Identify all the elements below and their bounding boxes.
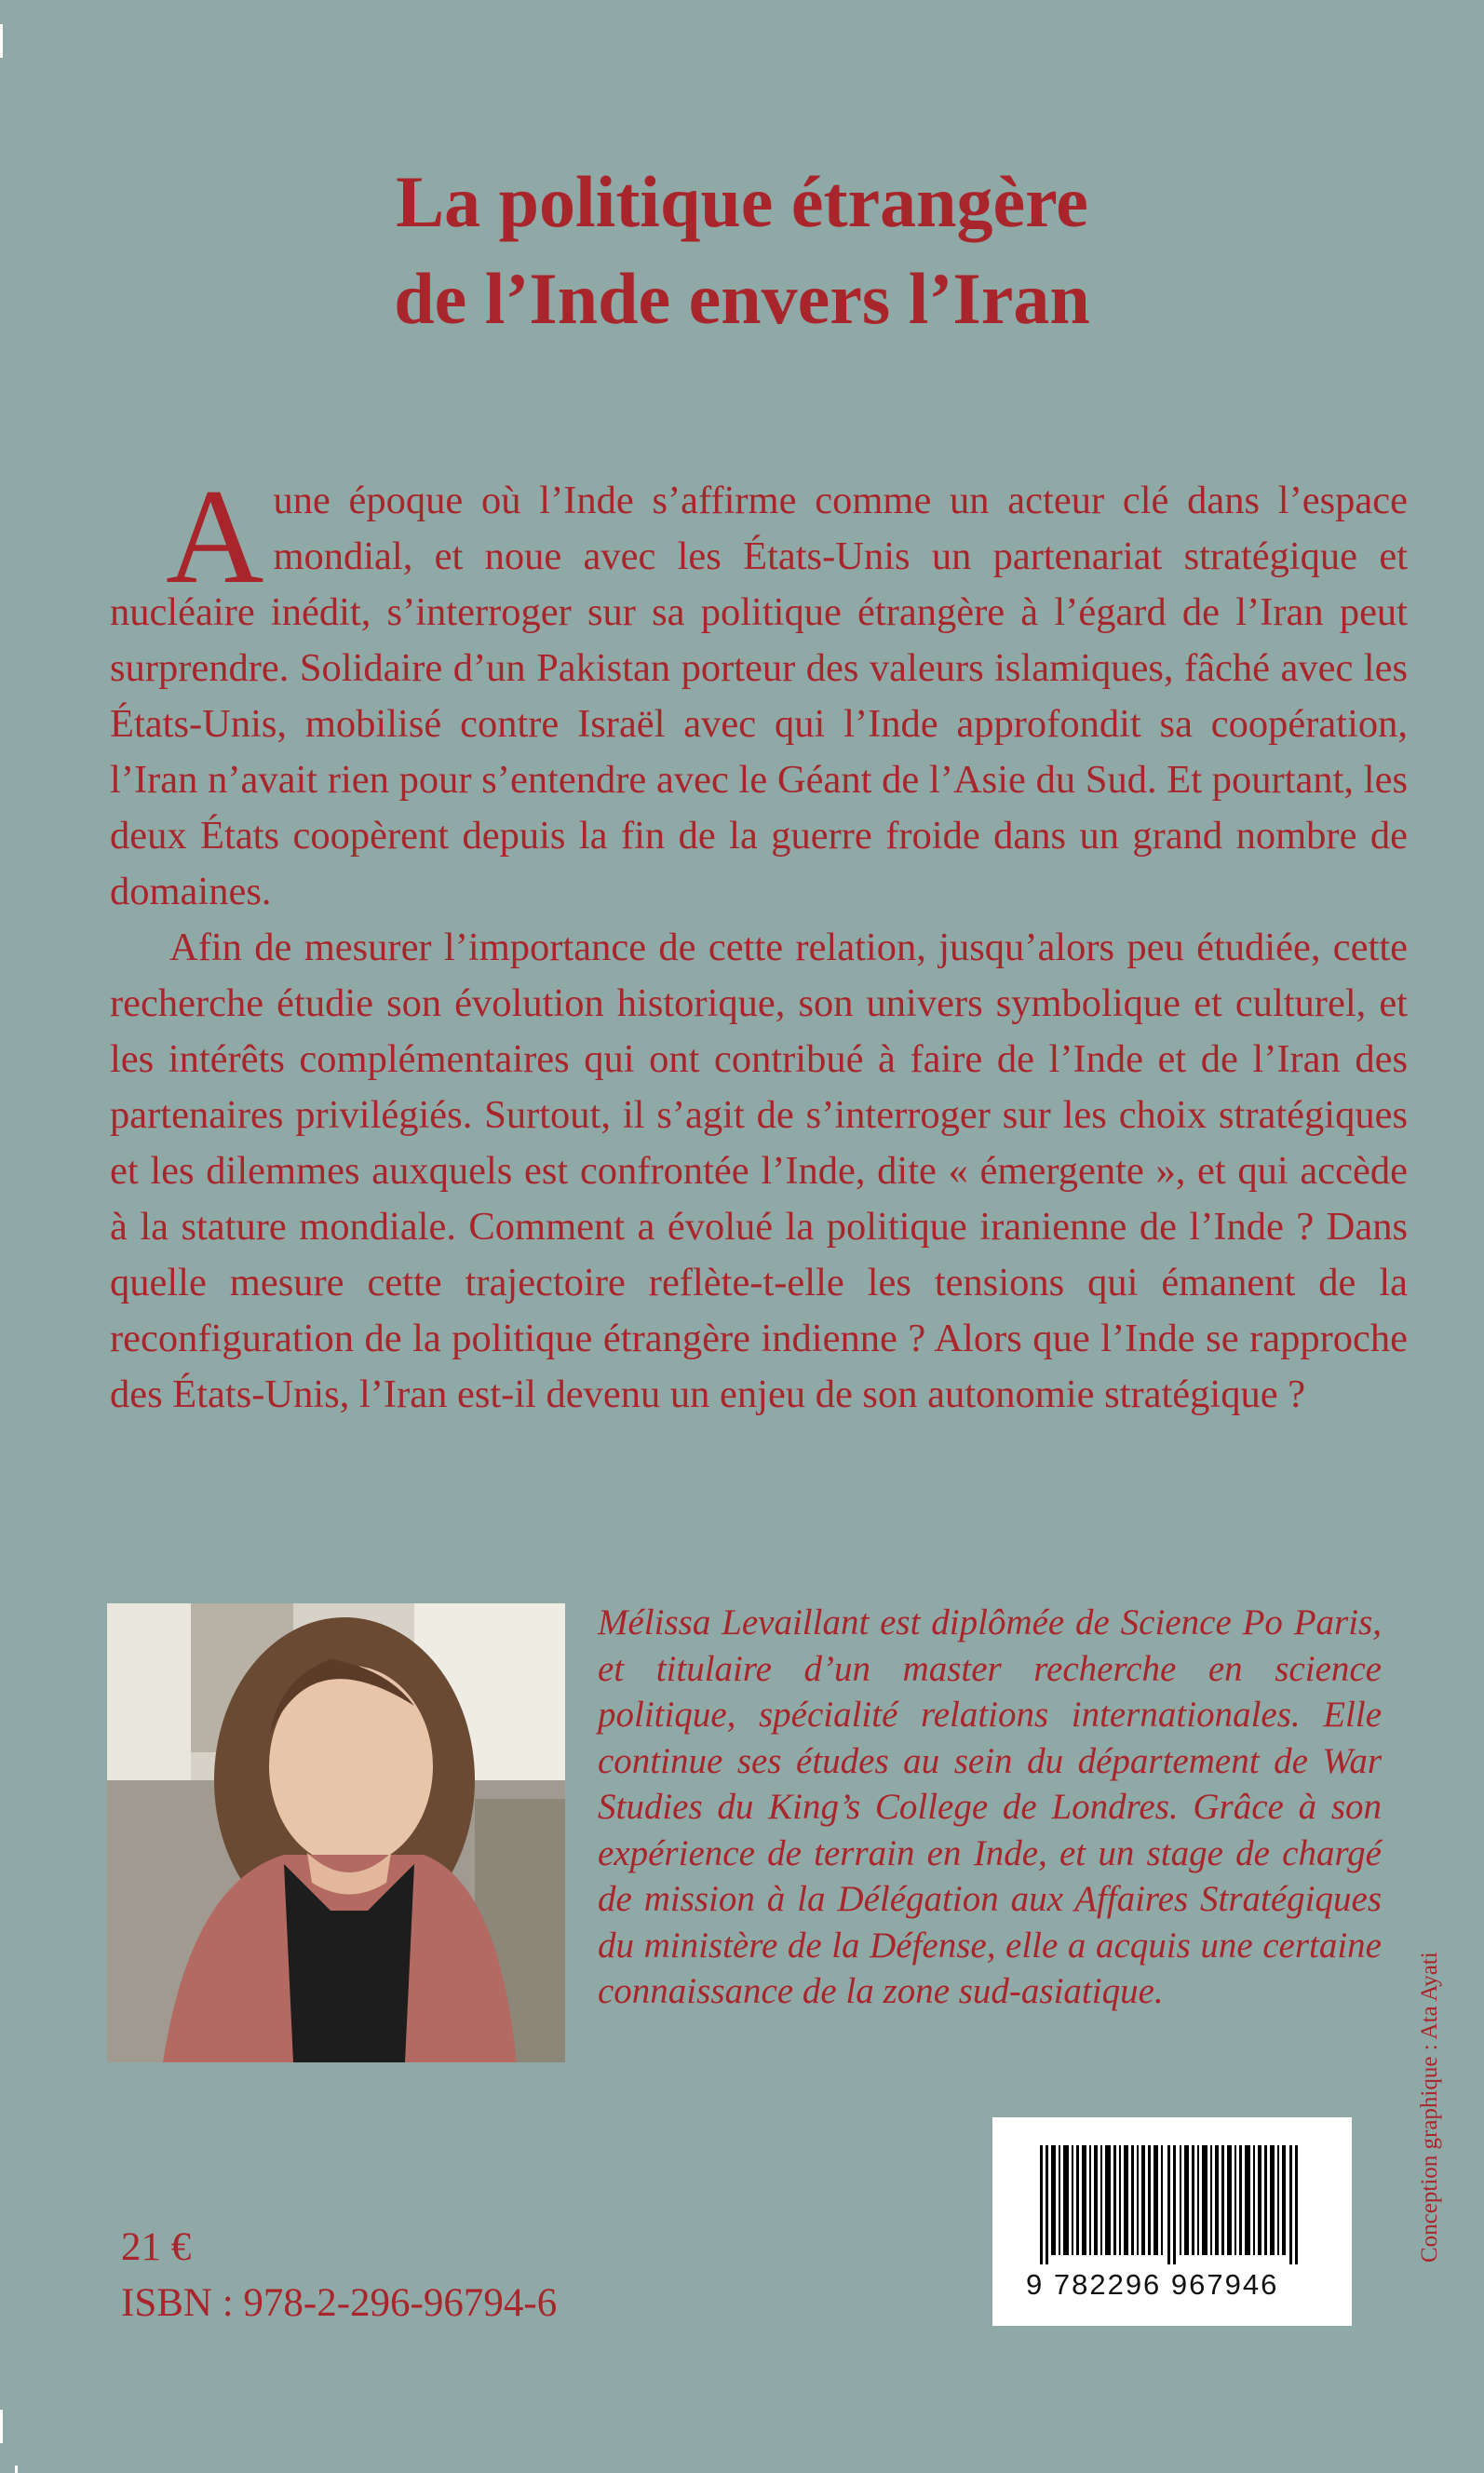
blurb-paragraph-1 — [110, 461, 1408, 920]
blurb-paragraph-2: Afin de mesurer l’importance de cette relation, jusqu’alors peu étudiée, cette recherche étudie son évolution historique, son univers symbolique et culturel, et les intérêts complémentaires qui ont contribué à faire de l’Inde et de l’Iran des partenaires privilégiés. Surtout, il s’agit de s’interroger sur les choix stratégiques et les dilemmes auxquels est confrontée l’Inde, dite « émergente », et qui accède à la stature mondiale. Comment a évolué la politique iranienne de l’Inde ? Dans quelle mesure cette trajectoire reflète-t-elle les tensions qui émanent de la reconfiguration de la politique étrangère indienne ? Alors que l’Inde se rapproche des États-Unis, l’Iran est-il devenu un enjeu de son autonomie stratégique ? — [110, 926, 1408, 1416]
blurb — [110, 461, 1408, 1423]
isbn: ISBN : 978-2-296-96794-6 — [121, 2281, 558, 2325]
drop-cap: A — [166, 461, 264, 612]
book-title — [0, 154, 1484, 347]
design-credit: Conception graphique : Ata Ayati — [1417, 1952, 1442, 2263]
title-line-2: de l’Inde envers l’Iran — [394, 258, 1090, 339]
blurb-paragraph-1-text: une époque où l’Inde s’affirme comme un acteur clé dans l’espace mondial, et noue avec les États-Unis un partenariat stratégique et nucléaire inédit, s’interroger sur sa politique étrangère à l’égard de l’Iran peut surprendre. Solidaire d’un Pakistan porteur des valeurs islamiques, fâché avec les États-Unis, mobilisé contre Israël avec qui l’Inde approfondit sa coopération, l’Iran n’avait rien pour s’entendre avec le Géant de l’Asie du Sud. Et pourtant, les deux États coopèrent depuis la fin de la guerre froide dans un grand nombre de domaines. — [110, 479, 1408, 913]
crop-mark-bottom-left — [0, 2410, 3, 2443]
price: 21 € — [121, 2225, 192, 2269]
barcode-digits: 9 782296 967946 — [1026, 2268, 1279, 2301]
barcode-bars — [1040, 2145, 1304, 2264]
price-block — [121, 2220, 557, 2331]
crop-mark-top-left — [0, 24, 3, 58]
author-photo — [107, 1603, 565, 2062]
author-bio: Mélissa Levaillant est diplômée de Science Po Paris, et titulaire d’un master recherche en science politique, spécialité relations internationales. Elle continue ses études au sein du département de War Studies du King’s College de Londres. Grâce à son expérience de terrain en Inde, et un stage de chargé de mission à la Délégation aux Affaires Stratégiques du ministère de la Défense, elle a acquis une certaine connaissance de la zone sud-asiatique. — [598, 1602, 1382, 2011]
isbn-barcode — [992, 2117, 1352, 2326]
title-line-1: La politique étrangère — [396, 161, 1088, 242]
crop-mark-bottom — [15, 2466, 18, 2473]
